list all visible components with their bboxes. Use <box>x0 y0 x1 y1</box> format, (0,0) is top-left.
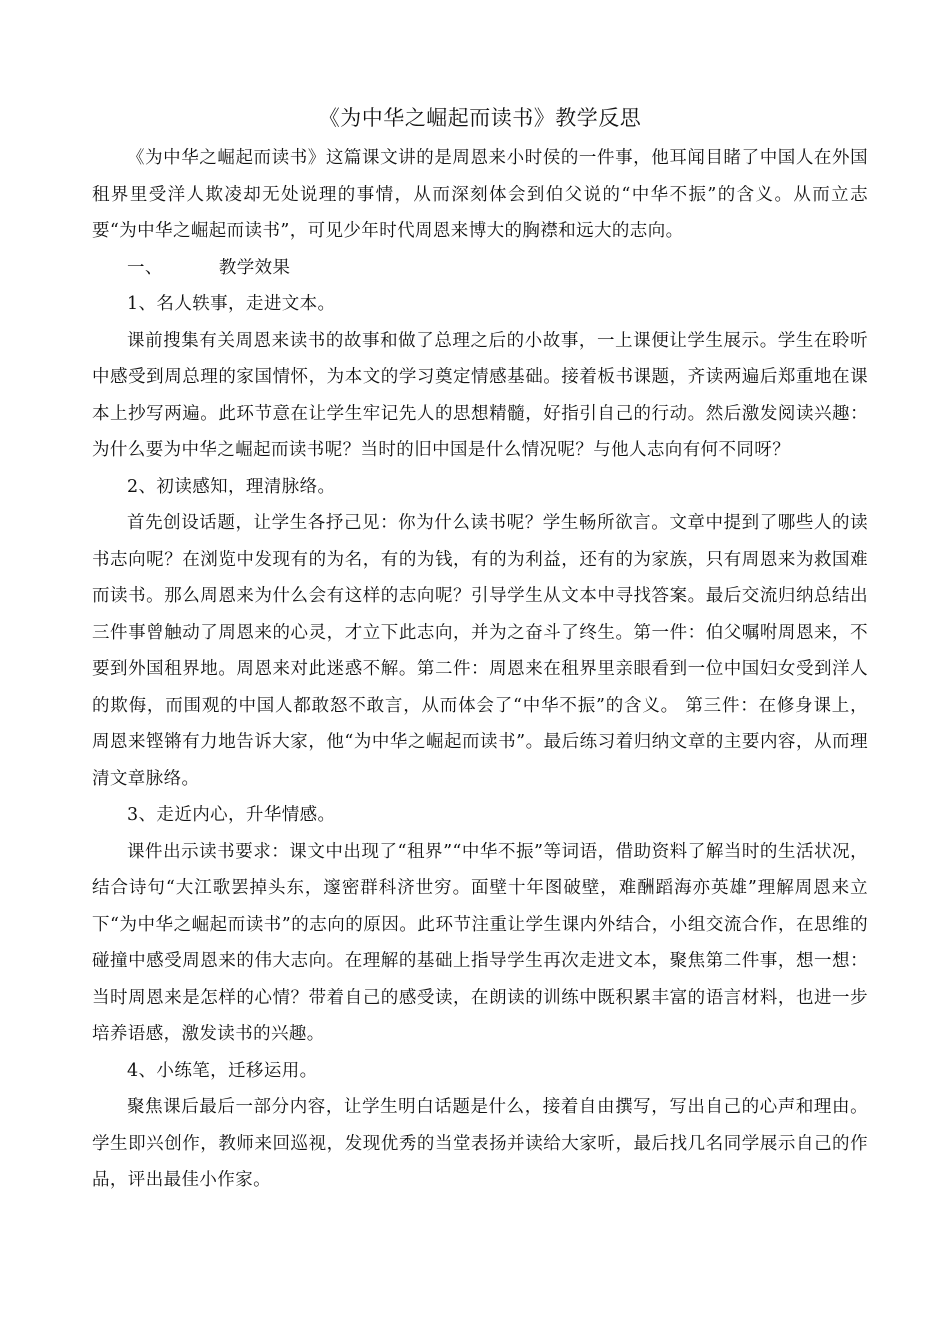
item-2-body: 首先创设话题，让学生各抒己见：你为什么读书呢？学生畅所欲言。文章中提到了哪些人的读书志向呢？在浏览中发现有的为名，有的为钱，有的为利益，还有的为家族，只有周恩来为救国难而读书。那么周恩来为什么会有这样的志向呢？引导学生从文本中寻找答案。最后交流归纳总结出三件事曾触动了周恩来的心灵，才立下此志向，并为之奋斗了终生。第一件：伯父嘱咐周恩来，不要到外国租界地。周恩来对此迷惑不解。第二件：周恩来在租界里亲眼看到一位中国妇女受到洋人的欺侮，而围观的中国人都敢怒不敢言，从而体会了“中华不振”的含义。 第三件：在修身课上，周恩来铿锵有力地告诉大家，他“为中华之崛起而读书”。最后练习着归纳文章的主要内容，从而理清文章脉络。 <box>92 513 868 789</box>
item-2-heading: 2、初读感知，理清脉络。 <box>127 476 336 497</box>
item-3-body: 课件出示读书要求：课文中出现了“租界”“中华不振”等词语，借助资料了解当时的生活状况，结合诗句“大江歌罢掉头东，邃密群科济世穷。面壁十年图破壁，难酬蹈海亦英雄”理解周恩来立下“为中华之崛起而读书”的志向的原因。此环节注重让学生课内外结合，小组交流合作，在思维的碰撞中感受周恩来的伟大志向。在理解的基础上指导学生再次走进文本，聚焦第二件事，想一想：当时周恩来是怎样的心情？带着自己的感受读，在朗读的训练中既积累丰富的语言材料，也进一步培养语感，激发读书的兴趣。 <box>92 841 868 1044</box>
item-1-body: 课前搜集有关周恩来读书的故事和做了总理之后的小故事，一上课便让学生展示。学生在聆听中感受到周总理的家国情怀，为本文的学习奠定情感基础。接着板书课题，齐读两遍后郑重地在课本上抄写两遍。此环节意在让学生牢记先人的思想精髓，好指引自己的行动。然后激发阅读兴趣：为什么要为中华之崛起而读书呢？当时的旧中国是什么情况呢？与他人志向有何不同呀？ <box>92 330 868 460</box>
intro-paragraph: 《为中华之崛起而读书》这篇课文讲的是周恩来小时侯的一件事，他耳闻目睹了中国人在外国租界里受洋人欺凌却无处说理的事情，从而深刻体会到伯父说的“中华不振”的含义。从而立志要“为中华之崛起而读书”，可见少年时代周恩来博大的胸襟和远大的志向。 <box>92 148 868 241</box>
document-page <box>92 100 868 1199</box>
item-4-body: 聚焦课后最后一部分内容，让学生明白话题是什么，接着自由撰写，写出自己的心声和理由。学生即兴创作，教师来回巡视，发现优秀的当堂表扬并读给大家听，最后找几名同学展示自己的作品，评出最佳小作家。 <box>92 1097 868 1190</box>
item-1-heading: 1、名人轶事，走进文本。 <box>127 294 336 314</box>
document-title: 《为中华之崛起而读书》教学反思 <box>318 106 642 130</box>
item-3-heading: 3、走近内心，升华情感。 <box>127 805 336 825</box>
section-heading <box>92 250 868 287</box>
section-title: 教学效果 <box>218 257 291 278</box>
item-4-heading: 4、小练笔，迁移运用。 <box>127 1060 318 1081</box>
section-number: 一、 <box>127 257 163 278</box>
